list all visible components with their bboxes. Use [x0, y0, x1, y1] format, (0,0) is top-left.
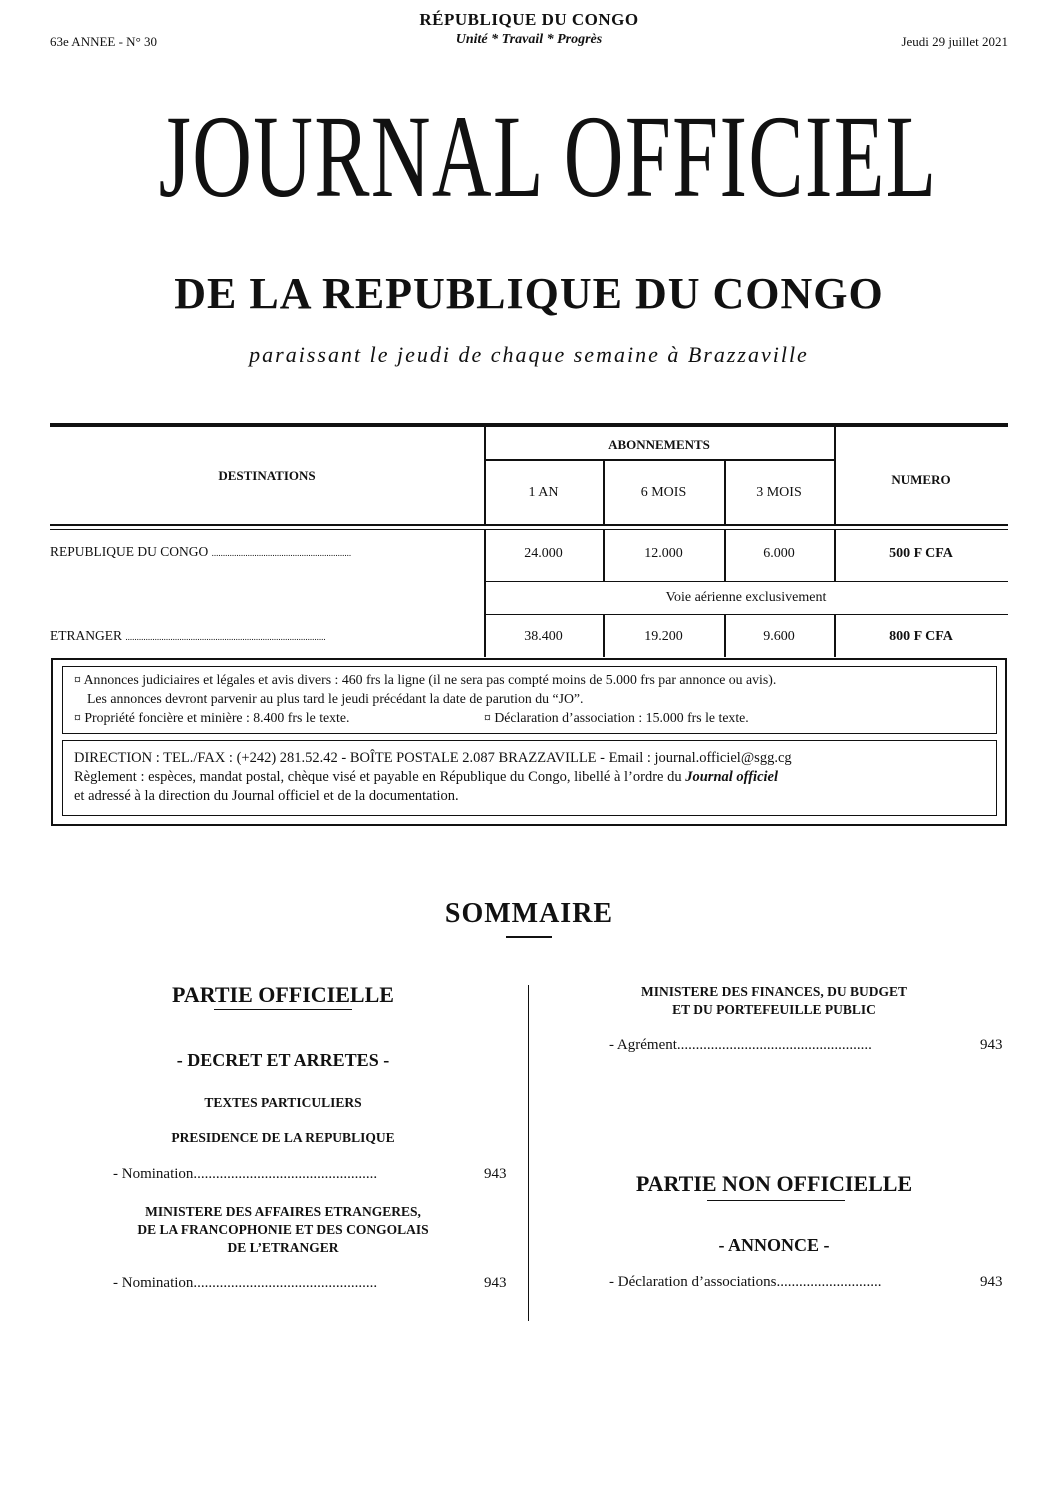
toc-page-number: 943: [484, 1275, 507, 1291]
ministry-heading: DE L’ETRANGER: [227, 1240, 339, 1255]
toc-entry: - Nomination.................................................: [113, 1166, 378, 1182]
table-row-rule-2: [484, 614, 1008, 615]
sommaire-title: SOMMAIRE: [444, 898, 614, 929]
partie-non-officielle-heading: PARTIE NON OFFICIELLE: [635, 1171, 913, 1196]
annonce-section-heading: - ANNONCE -: [718, 1235, 830, 1255]
table-header-bottom-rule-2: [50, 529, 1008, 530]
announcement-deadline: Les annonces devront parvenir au plus tard le jeudi précédant la date de parution du “JO”.: [87, 691, 584, 706]
price-cell: 38.400: [524, 629, 563, 644]
decret-section-heading: - DECRET ET ARRETES -: [176, 1050, 390, 1070]
toc-entry: - Nomination.................................................: [113, 1275, 378, 1291]
direction-contact: DIRECTION : TEL./FAX : (+242) 281.52.42 - BOÎTE POSTALE 2.087 BRAZZAVILLE - Email : journal.officiel@sgg.cg: [74, 750, 792, 766]
price-cell: 9.600: [763, 629, 795, 644]
abonnements-header: ABONNEMENTS: [608, 437, 710, 452]
period-header: 1 AN: [528, 485, 559, 500]
heading-underline: [707, 1200, 845, 1201]
price-cell: 19.200: [644, 629, 683, 644]
announcement-rate: ¤ Annonces judiciaires et légales et avis divers : 460 frs la ligne (il ne sera pas compté moins de 5.000 frs par annonce ou avis).: [74, 672, 777, 687]
period-header: 3 MOIS: [756, 485, 802, 500]
payment-terms: Règlement : espèces, mandat postal, chèque visé et payable en République du Congo, libellé à l’ordre du Journal officiel: [74, 769, 779, 785]
air-note: Voie aérienne exclusivement: [665, 590, 827, 605]
land-rate: ¤ Propriété foncière et minière : 8.400 frs le texte.: [74, 710, 350, 725]
partie-officielle-heading: PARTIE OFFICIELLE: [172, 982, 394, 1007]
table-top-rule: [50, 423, 1008, 427]
toc-entry: - Agrément....................................................: [609, 1037, 872, 1053]
ministry-heading: DE LA FRANCOPHONIE ET DES CONGOLAIS: [137, 1222, 429, 1237]
column-divider: [528, 985, 529, 1321]
destinations-header: DESTINATIONS: [218, 468, 316, 483]
numero-header: NUMERO: [891, 472, 951, 487]
destination-label: ETRANGER .........................................................................................: [50, 628, 326, 643]
journal-tagline: paraissant le jeudi de chaque semaine à Brazzaville: [249, 342, 809, 367]
toc-page-number: 943: [484, 1166, 507, 1182]
price-cell: 24.000: [524, 546, 563, 561]
ministry-heading: ET DU PORTEFEUILLE PUBLIC: [672, 1002, 876, 1017]
price-cell: 12.000: [644, 546, 683, 561]
table-row-rule: [484, 581, 1008, 582]
title-underline: [506, 936, 552, 938]
national-motto: Unité * Travail * Progrès: [455, 32, 603, 47]
association-rate: ¤ Déclaration d’association : 15.000 frs le texte.: [484, 710, 749, 725]
toc-page-number: 943: [980, 1037, 1003, 1053]
numero-price: 500 F CFA: [889, 546, 953, 561]
republic-heading: RÉPUBLIQUE DU CONGO: [419, 10, 639, 29]
numero-price: 800 F CFA: [889, 629, 953, 644]
price-cell: 6.000: [763, 546, 795, 561]
journal-subtitle: DE LA REPUBLIQUE DU CONGO: [174, 269, 884, 318]
textes-heading: TEXTES PARTICULIERS: [204, 1095, 362, 1110]
ministry-heading: PRESIDENCE DE LA REPUBLIQUE: [171, 1130, 395, 1145]
toc-entry: - Déclaration d’associations............................: [609, 1274, 882, 1290]
payment-address: et adressé à la direction du Journal officiel et de la documentation.: [74, 788, 459, 804]
table-header-rule: [484, 459, 834, 461]
heading-underline: [214, 1009, 352, 1010]
destination-label: REPUBLIQUE DU CONGO ..............................................................: [50, 544, 352, 559]
issue-number: 63e ANNEE - N° 30: [50, 34, 158, 49]
toc-page-number: 943: [980, 1274, 1003, 1290]
ministry-heading: MINISTERE DES AFFAIRES ETRANGERES,: [145, 1204, 421, 1219]
period-header: 6 MOIS: [640, 485, 687, 500]
journal-title: JOURNAL OFFICIEL: [158, 91, 938, 222]
table-header-bottom-rule: [50, 524, 1008, 526]
ministry-heading: MINISTERE DES FINANCES, DU BUDGET: [641, 984, 907, 999]
issue-date: Jeudi 29 juillet 2021: [901, 34, 1008, 49]
